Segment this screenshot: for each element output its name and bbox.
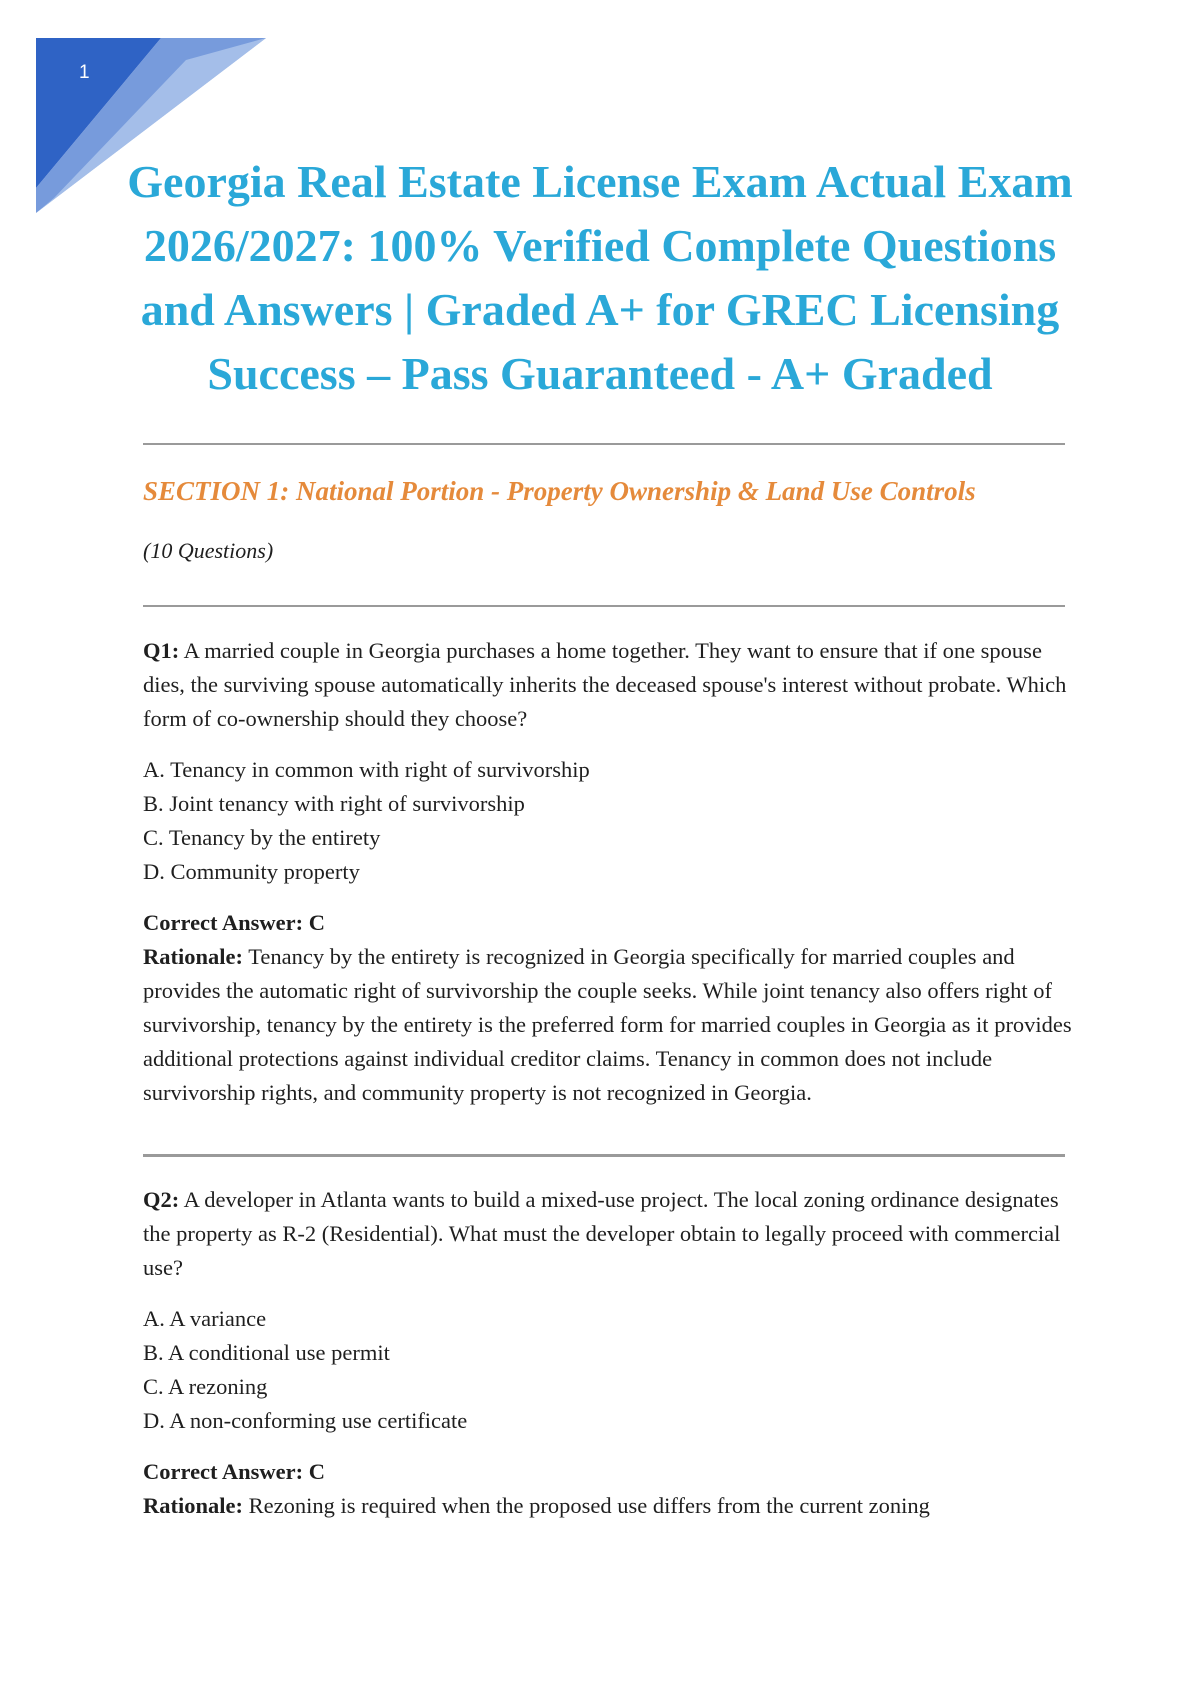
question-2-rationale-label: Rationale: (143, 1493, 243, 1518)
question-1-option-c: C. Tenancy by the entirety (143, 825, 381, 850)
question-2-number: Q2: (143, 1187, 180, 1212)
question-1-number: Q1: (143, 638, 180, 663)
question-1-rationale-label: Rationale: (143, 944, 243, 969)
question-2-options (143, 1302, 1073, 1438)
question-2-option-b: B. A conditional use permit (143, 1340, 390, 1365)
question-2-correct-answer: Correct Answer: C (143, 1459, 326, 1484)
section-heading: SECTION 1: National Portion - Property Ownership & Land Use Controls (143, 476, 976, 506)
question-2-text: A developer in Atlanta wants to build a mixed-use project. The local zoning ordinance designates the property as R-2 (Residential). What must the developer obtain to legally proceed with commercial use? (143, 1187, 1061, 1280)
section-question-count: (10 Questions) (143, 538, 274, 563)
question-2-option-d: D. A non-conforming use certificate (143, 1408, 468, 1433)
question-1-options (143, 753, 1073, 889)
question-1-text: A married couple in Georgia purchases a home together. They want to ensure that if one spouse dies, the surviving spouse automatically inherits the deceased spouse's interest without probate. Which form of co-ownership should they choose? (143, 638, 1067, 731)
question-1-option-b: B. Joint tenancy with right of survivorship (143, 791, 525, 816)
question-1-correct-answer: Correct Answer: C (143, 910, 326, 935)
question-2 (143, 1183, 1073, 1523)
question-1-option-a: A. Tenancy in common with right of survivorship (143, 757, 590, 782)
question-2-rationale-text: Rezoning is required when the proposed use differs from the current zoning (243, 1493, 930, 1518)
question-1-rationale (143, 940, 1073, 1110)
question-1-option-d: D. Community property (143, 859, 360, 884)
page-number: 1 (79, 62, 90, 83)
question-2-option-a: A. A variance (143, 1306, 267, 1331)
divider-section (143, 605, 1065, 607)
divider-question-1 (143, 1154, 1065, 1157)
divider-title (143, 443, 1065, 445)
question-2-rationale (143, 1489, 1073, 1523)
question-1-stem (143, 634, 1073, 736)
question-2-stem (143, 1183, 1073, 1285)
question-2-option-c: C. A rezoning (143, 1374, 268, 1399)
question-1-rationale-text: Tenancy by the entirety is recognized in Georgia specifically for married couples and provides the automatic right of survivorship the couple seeks. While joint tenancy also offers right of survivorship, tenancy by the entirety is the preferred form for married couples in Georgia as it provides additional protections against individual creditor claims. Tenancy in common does not include survivorship rights, and community property is not recognized in Georgia. (143, 944, 1072, 1105)
document-title: Georgia Real Estate License Exam Actual Exam 2026/2027: 100% Verified Complete Questions and Answers | Graded A+ for GREC Licensing Success – Pass Guaranteed - A+ Graded (127, 156, 1073, 399)
question-1 (143, 634, 1073, 1110)
